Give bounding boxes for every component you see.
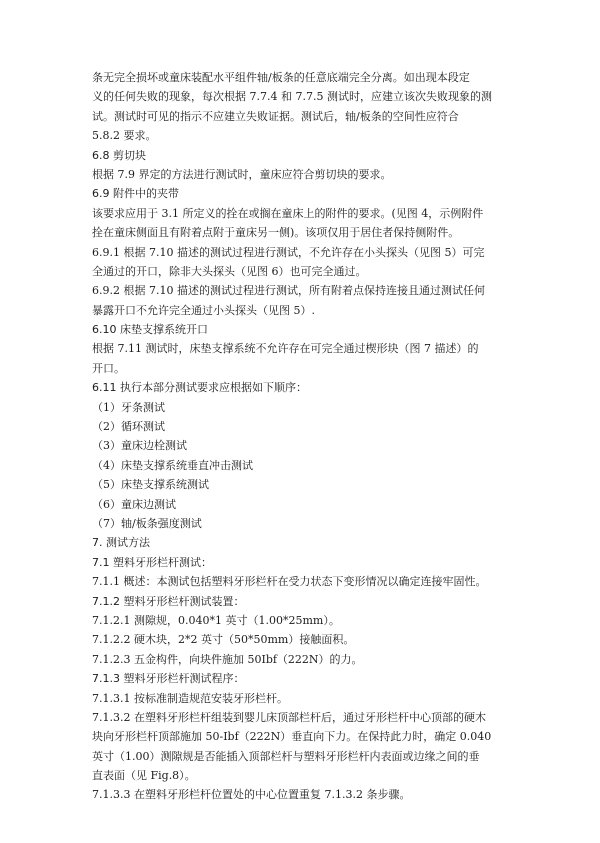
clause-7-1-3-1: 7.1.3.1 按标准制造规范安装牙形栏杆。 [92,691,288,705]
body-text-line: 该要求应用于 3.1 所定义的拴在或搁在童床上的附件的要求。(见图 4，示例附件 [92,206,484,220]
body-text-line: 5.8.2 要求。 [92,129,157,143]
clause-7-1-2-2: 7.1.2.2 硬木块，2*2 英寸（50*50mm）接触面积。 [92,633,355,647]
clause-6-9-1: 6.9.1 根据 7.10 描述的测试过程进行测试，不允许存在小头探头（见图 5）可完 [92,245,485,259]
body-text-line: 根据 7.9 界定的方法进行测试时，童床应符合剪切块的要求。 [92,167,392,181]
list-item: （3）童床边栓测试 [92,439,187,453]
clause-7-1-2-1: 7.1.2.1 测隙规，0.040*1 英寸（1.00*25mm）。 [92,613,340,627]
section-heading-7: 7. 测试方法 [92,536,150,550]
list-item: （2）循环测试 [92,420,165,434]
section-heading-6-10: 6.10 床垫支撑系统开口 [92,323,208,337]
list-item: （5）床垫支撑系统测试 [92,478,209,492]
clause-7-1-3-3: 7.1.3.3 在塑料牙形栏杆位置处的中心位置重复 7.1.3.2 条步骤。 [92,788,411,802]
body-text-line: 根据 7.11 测试时，床垫支撑系统不允许存在可完全通过楔形块（图 7 描述）的 [92,342,479,356]
clause-7-1-3-2: 7.1.3.2 在塑料牙形栏杆组装到婴儿床顶部栏杆后，通过牙形栏杆中心顶部的硬木 [92,710,486,724]
section-heading-7-1-3: 7.1.3 塑料牙形栏杆测试程序： [92,672,245,686]
section-heading-7-1: 7.1 塑料牙形栏杆测试： [92,555,212,569]
body-text-line: 试。测试时可见的指示不应建立失败证据。测试后，轴/板条的空间性应符合 [92,109,459,123]
body-text-line: 直表面（见 Fig.8）。 [92,769,196,783]
list-item: （7）轴/板条强度测试 [92,516,202,530]
section-heading-6-11: 6.11 执行本部分测试要求应根据如下顺序： [92,381,307,395]
body-text-line: 条无完全损坏或童床装配水平组件轴/板条的任意底端完全分离。如出现本段定 [92,71,470,84]
clause-7-1-1: 7.1.1 概述：本测试包括塑料牙形栏杆在受力状态下变形情况以确定连接牢固性。 [92,575,487,589]
body-text-line: 开口。 [92,361,125,375]
document-page [92,68,514,805]
clause-7-1-2-3: 7.1.2.3 五金构件，向块件施加 50Ibf（222N）的力。 [92,652,363,666]
body-text-line: 义的任何失败的现象，每次根据 7.7.4 和 7.7.5 测试时，应建立该次失败现象的测 [92,90,492,104]
clause-6-9-2: 6.9.2 根据 7.10 描述的测试过程进行测试，所有附着点保持连接且通过测试任何 [92,284,485,298]
list-item: （4）床垫支撑系统垂直冲击测试 [92,458,253,472]
section-heading-6-9: 6.9 附件中的夹带 [92,187,179,201]
body-text-line: 英寸（1.00）测隙规是否能插入顶部栏杆与塑料牙形栏杆内表面或边缘之间的垂 [92,749,480,763]
section-heading-7-1-2: 7.1.2 塑料牙形栏杆测试装置： [92,594,245,608]
section-heading-6-8: 6.8 剪切块 [92,148,146,162]
body-text-line: 全通过的开口，除非大头探头（见图 6）也可完全通过。 [92,264,367,278]
list-item: （6）童床边测试 [92,497,176,511]
body-text-line: 拴在童床侧面且有附着点附于童床另一侧)。该项仅用于居住者保持侧附件。 [92,226,460,240]
body-text-line: 块向牙形栏杆顶部施加 50-Ibf（222N）垂直向下力。在保持此力时，确定 0.040 [92,730,492,744]
list-item: （1）牙条测试 [92,400,165,414]
body-text-line: 暴露开口不允许完全通过小头探头（见图 5）. [92,303,315,317]
